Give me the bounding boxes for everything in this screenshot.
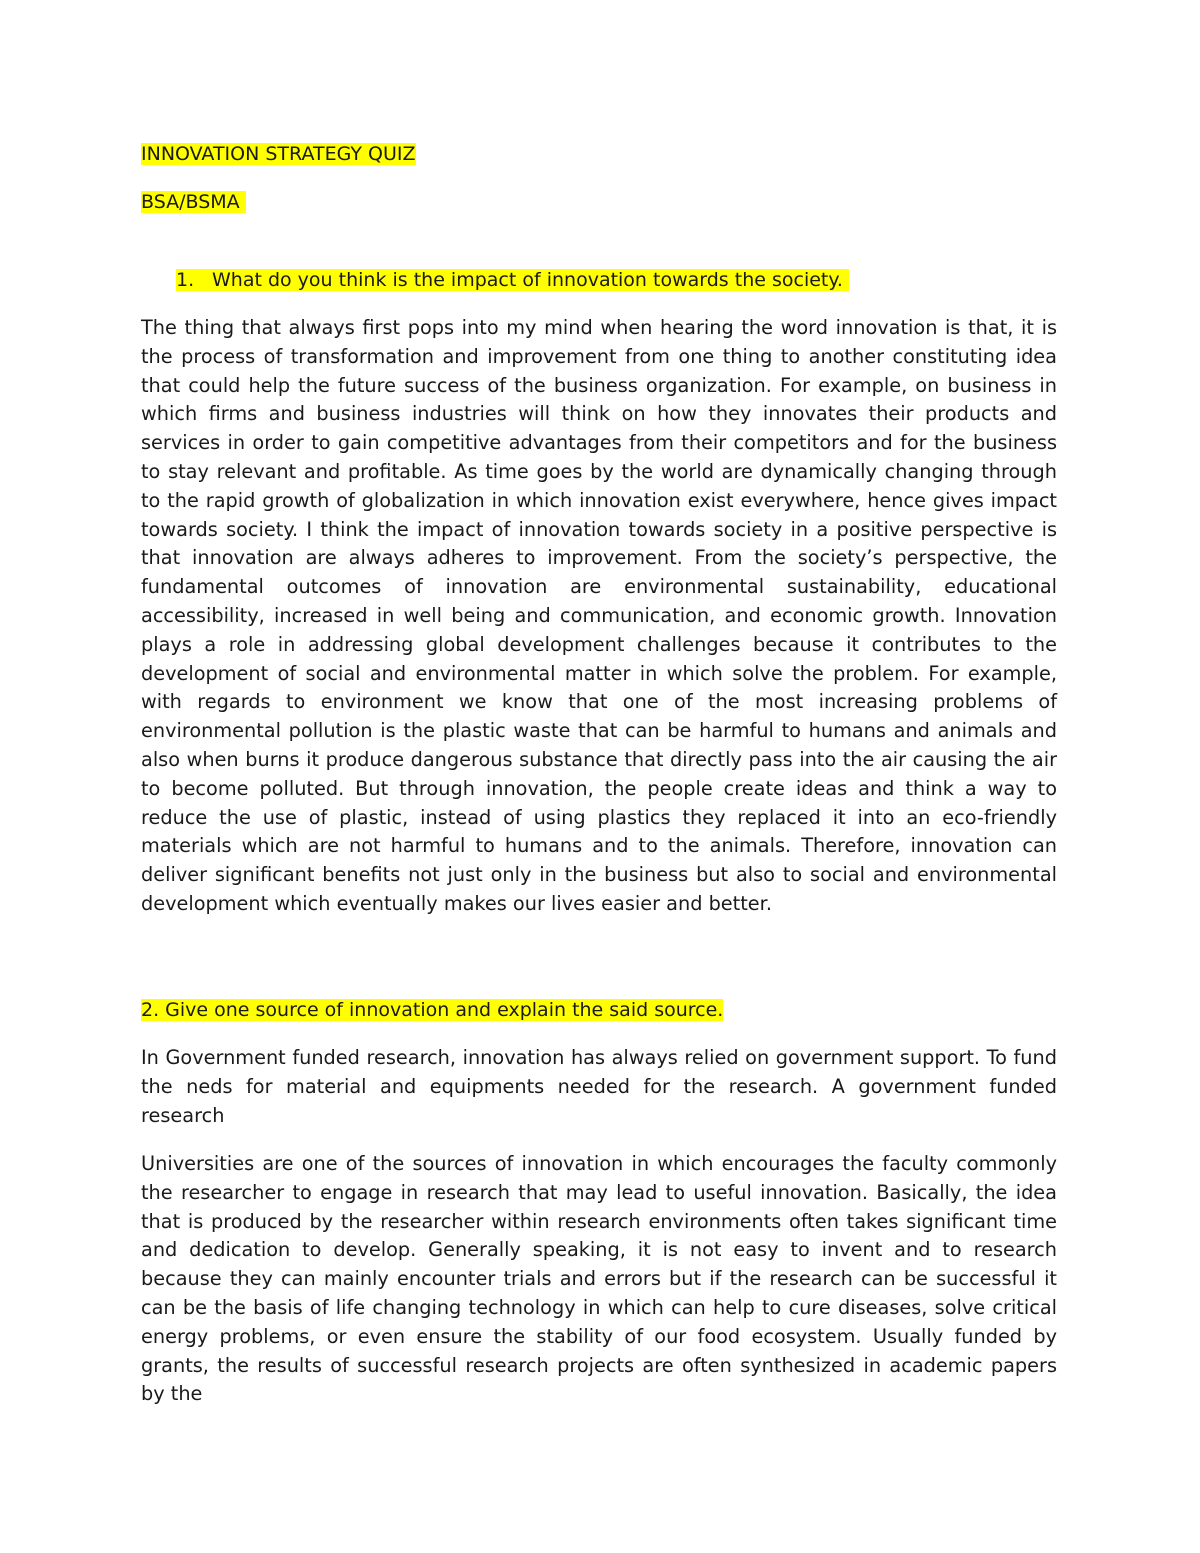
document-title bbox=[141, 141, 416, 167]
question-1 bbox=[176, 267, 849, 293]
question-2 bbox=[141, 997, 723, 1023]
answer-1-paragraph: The thing that always first pops into my mind when hearing the word innovation is that, it is the process of transformation and improvement from one thing to another constituting idea that could help the future success of the business organization. For example, on business in which firms and business industries will think on how they innovates their products and services in order to gain competitive advantages from their competitors and for the business to stay relevant and profitable. As time goes by the world are dynamically changing through to the rapid growth of globalization in which innovation exist everywhere, hence gives impact towards society. I think the impact of innovation towards society in a positive perspective is that innovation are always adheres to improvement. From the society’s perspective, the fundamental outcomes of innovation are environmental sustainability, educational accessibility, increased in well being and communication, and economic growth. Innovation plays a role in addressing global development challenges because it contributes to the development of social and environmental matter in which solve the problem. For example, with regards to environment we know that one of the most increasing problems of environmental pollution is the plastic waste that can be harmful to humans and animals and also when burns it produce dangerous substance that directly pass into the air causing the air to become polluted. But through innovation, the people create ideas and think a way to reduce the use of plastic, instead of using plastics they replaced it into an eco-friendly materials which are not harmful to humans and to the animals. Therefore, innovation can deliver significant benefits not just only in the business but also to social and environmental development which eventually makes our lives easier and better. bbox=[141, 316, 1057, 915]
course-label-text: BSA/BSMA bbox=[141, 191, 240, 213]
question-1-number: 1. bbox=[176, 269, 195, 291]
course-label bbox=[141, 189, 246, 215]
question-2-text: 2. Give one source of innovation and explain the said source. bbox=[141, 999, 724, 1021]
answer-2-paragraph-2: Universities are one of the sources of innovation in which encourages the faculty commonly the researcher to engage in research that may lead to useful innovation. Basically, the idea that is produced by the researcher within research environments often takes significant time and dedication to develop. Generally speaking, it is not easy to invent and to research because they can mainly encounter trials and errors but if the research can be successful it can be the basis of life changing technology in which can help to cure diseases, solve critical energy problems, or even ensure the stability of our food ecosystem. Usually funded by grants, the results of successful research projects are often synthesized in academic papers by the bbox=[141, 1152, 1057, 1406]
answer-2-paragraph-1: In Government funded research, innovation has always relied on government support. To fund the neds for material and equipments needed for the research. A government funded research bbox=[141, 1046, 1057, 1127]
question-1-text: What do you think is the impact of innovation towards the society. bbox=[212, 269, 843, 291]
document-title-text: INNOVATION STRATEGY QUIZ bbox=[141, 143, 416, 165]
